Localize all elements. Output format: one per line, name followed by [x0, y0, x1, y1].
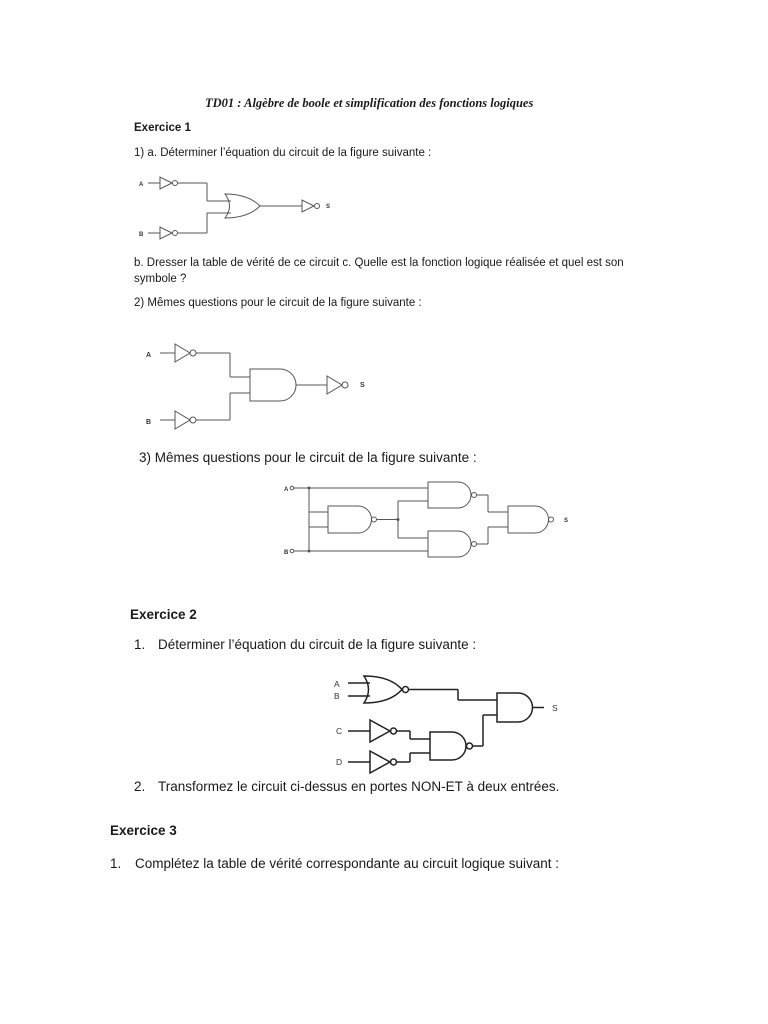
exercise-2-question-2: Transformez le circuit ci-dessus en portes NON-ET à deux entrées. — [158, 779, 560, 794]
figure-1-input-b-label: B — [139, 232, 144, 238]
figure-4-and-gate — [497, 693, 533, 722]
exercise-1-question-1b-line-2: symbole ? — [134, 273, 187, 285]
figure-1-or-gate — [225, 194, 260, 218]
figure-3-nand-gate-4 — [508, 506, 549, 533]
figure-2-and-circuit — [140, 335, 380, 440]
figure-3-nand-circuit — [280, 478, 590, 560]
exercise-1-question-2: 2) Mêmes questions pour le circuit de la figure suivante : — [134, 297, 422, 309]
figure-4-input-a-label: A — [334, 679, 340, 689]
exercise-1-question-3: 3) Mêmes questions pour le circuit de la figure suivante : — [139, 450, 477, 465]
exercise-2-question-1: Déterminer l’équation du circuit de la figure suivante : — [158, 637, 477, 652]
figure-4-input-c-label: C — [336, 726, 343, 736]
figure-1-not-gate-a — [160, 177, 172, 189]
figure-1-input-a-label: A — [139, 182, 144, 188]
exercise-3-question-1-number: 1. — [110, 856, 122, 871]
exercise-3-heading: Exercice 3 — [110, 823, 177, 838]
exercise-2-heading: Exercice 2 — [130, 607, 197, 622]
figure-4-mixed-circuit — [330, 672, 580, 780]
figure-1-output-label: S — [326, 204, 331, 210]
exercise-1-question-1a: 1) a. Déterminer l’équation du circuit de la figure suivante : — [134, 147, 432, 159]
figure-3-input-b-label: B — [284, 550, 289, 556]
figure-1-or-circuit — [130, 168, 350, 248]
figure-3-nand-gate-3 — [428, 531, 471, 557]
document-title: TD01 : Algèbre de boole et simplification des fonctions logiques — [205, 96, 534, 110]
figure-4-output-label: S — [552, 703, 558, 713]
figure-4-input-d-label: D — [336, 757, 343, 767]
figure-2-not-gate-out — [327, 376, 342, 394]
figure-3-input-a-label: A — [284, 487, 289, 493]
figure-2-not-gate-b — [175, 411, 190, 429]
exercise-1-heading: Exercice 1 — [134, 122, 191, 134]
figure-3-output-label: S — [564, 518, 569, 524]
exercise-2-question-2-number: 2. — [134, 779, 146, 794]
figure-4-input-b-label: B — [334, 691, 340, 701]
figure-4-nor-gate — [364, 676, 402, 703]
figure-2-and-gate — [250, 369, 296, 401]
exercise-2-question-1-number: 1. — [134, 637, 146, 652]
figure-4-not-gate-d — [370, 751, 390, 773]
figure-2-not-gate-a — [175, 344, 190, 362]
figure-2-input-b-label: B — [146, 419, 152, 426]
figure-1-not-gate-b — [160, 227, 172, 239]
figure-4-not-gate-c — [370, 720, 390, 742]
figure-3-nand-gate-2 — [428, 482, 471, 508]
figure-2-input-a-label: A — [146, 352, 152, 359]
figure-2-output-label: S — [360, 382, 365, 389]
figure-1-not-gate-out — [302, 200, 314, 212]
exercise-3-question-1: Complétez la table de vérité correspondante au circuit logique suivant : — [135, 856, 559, 871]
exercise-1-question-1b-line-1: b. Dresser la table de vérité de ce circuit c. Quelle est la fonction logique réalisée et quel est son — [134, 257, 624, 269]
figure-3-nand-gate-1 — [328, 506, 372, 533]
figure-4-nand-gate — [430, 732, 466, 760]
